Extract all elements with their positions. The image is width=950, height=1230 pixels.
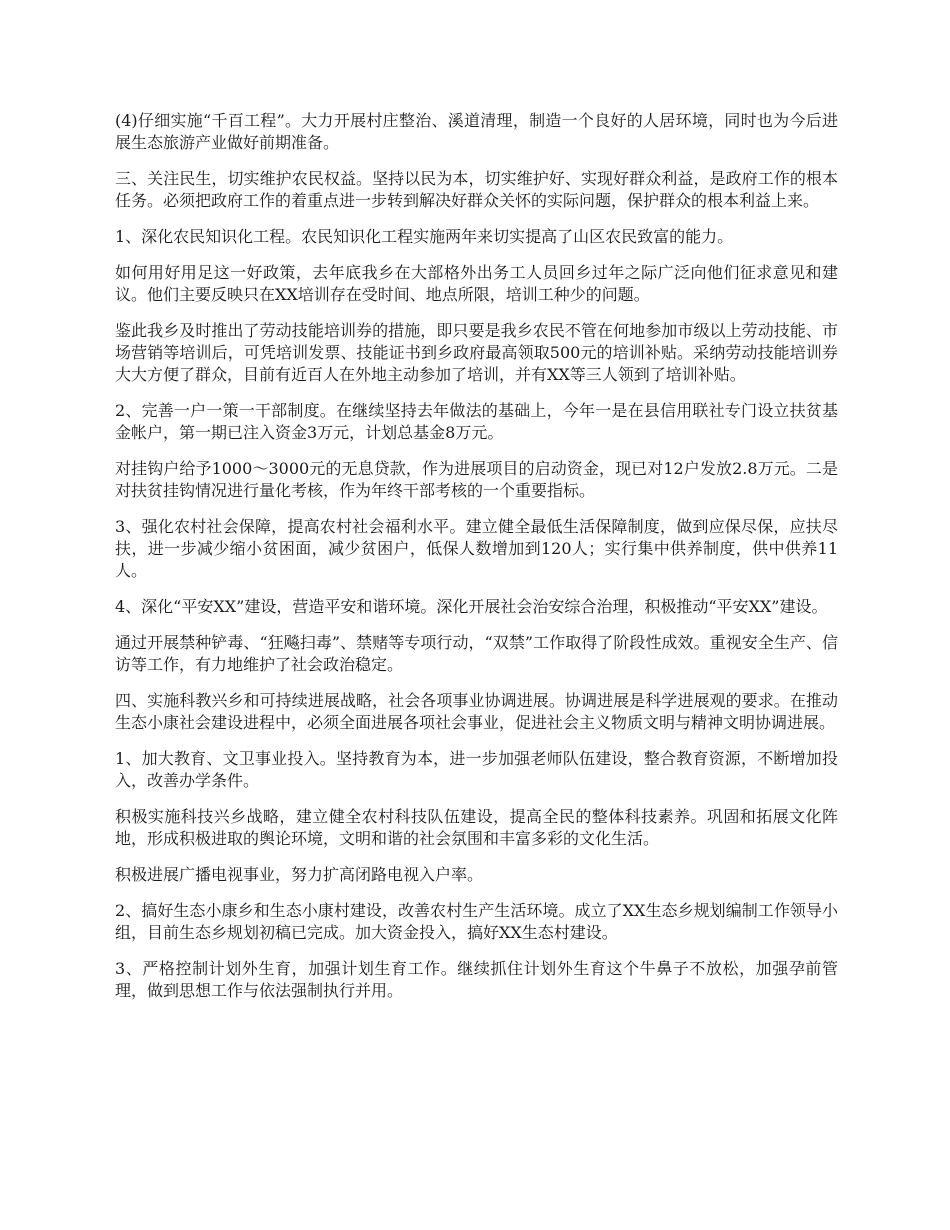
paragraph-technology-culture: 积极实施科技兴乡战略，建立健全农村科技队伍建设，提高全民的整体科技素养。巩固和拓展文化阵地，形成积极进取的舆论环境，文明和谐的社会氛围和丰富多彩的文化生活。 xyxy=(115,807,838,848)
paragraph-family-planning: 3、严格控制计划外生育，加强计划生育工作。继续抓住计划外生育这个牛鼻子不放松，加强孕前管理，做到思想工作与依法强制执行并用。 xyxy=(115,959,838,1000)
paragraph-safe-xx: 4、深化“平安XX”建设，营造平安和谐环境。深化开展社会治安综合治理，积极推动“平安XX”建设。 xyxy=(115,597,828,616)
paragraph-section-three-heading: 三、关注民生，切实维护农民权益。坚持以民为本，切实维护好、实现好群众利益，是政府工作的根本任务。必须把政府工作的着重点进一步转到解决好群众关怀的实际问题，保护群众的根本利益上来。 xyxy=(115,169,838,210)
paragraph-poverty-fund: 2、完善一户一策一干部制度。在继续坚持去年做法的基础上，今年一是在县信用联社专门设立扶贫基金帐户，第一期已注入资金3万元，计划总基金8万元。 xyxy=(115,401,838,442)
document-body xyxy=(115,110,838,1016)
paragraph-interest-free-loan: 对挂钩户给予1000～3000元的无息贷款，作为进展项目的启动资金，现已对12户发放2.8万元。二是对扶贫挂钩情况进行量化考核，作为年终干部考核的一个重要指标。 xyxy=(115,459,838,500)
paragraph-farmer-knowledge: 1、深化农民知识化工程。农民知识化工程实施两年来切实提高了山区农民致富的能力。 xyxy=(115,227,734,246)
paragraph-special-actions: 通过开展禁种铲毒、“狂飚扫毒”、禁赌等专项行动，“双禁”工作取得了阶段性成效。重视安全生产、信访等工作，有力地维护了社会政治稳定。 xyxy=(115,633,838,674)
paragraph-policy-feedback: 如何用好用足这一好政策，去年底我乡在大部格外出务工人员回乡过年之际广泛向他们征求意见和建议。他们主要反映只在XX培训存在受时间、地点所限，培训工种少的问题。 xyxy=(115,263,838,304)
paragraph-training-voucher: 鉴此我乡及时推出了劳动技能培训券的措施，即只要是我乡农民不管在何地参加市级以上劳动技能、市场营销等培训后，可凭培训发票、技能证书到乡政府最高领取500元的培训补贴。采纳劳动技能培训券大大方便了群众，目前有近百人在外地主动参加了培训，并有XX等三人领到了培训补贴。 xyxy=(115,321,838,384)
paragraph-ecological-village: 2、搞好生态小康乡和生态小康村建设，改善农村生产生活环境。成立了XX生态乡规划编制工作领导小组，目前生态乡规划初稿已完成。加大资金投入，搞好XX生态村建设。 xyxy=(115,901,838,942)
paragraph-section-four-heading: 四、实施科教兴乡和可持续进展战略，社会各项事业协调进展。协调进展是科学进展观的要求。在推动生态小康社会建设进程中，必须全面进展各项社会事业，促进社会主义物质文明与精神文明协调进展。 xyxy=(115,691,838,732)
paragraph-education-investment: 1、加大教育、文卫事业投入。坚持教育为本，进一步加强老师队伍建设，整合教育资源，不断增加投入，改善办学条件。 xyxy=(115,749,838,790)
paragraph-broadcast-tv: 积极进展广播电视事业，努力扩高闭路电视入户率。 xyxy=(115,865,484,884)
paragraph-social-security: 3、强化农村社会保障，提高农村社会福利水平。建立健全最低生活保障制度，做到应保尽保，应扶尽扶，进一步减少缩小贫困面，减少贫困户，低保人数增加到120人；实行集中供养制度，供中供养11人。 xyxy=(115,517,838,580)
paragraph-qianbai-project: (4)仔细实施“千百工程”。大力开展村庄整治、溪道清理，制造一个良好的人居环境，同时也为今后进展生态旅游产业做好前期准备。 xyxy=(115,111,838,152)
